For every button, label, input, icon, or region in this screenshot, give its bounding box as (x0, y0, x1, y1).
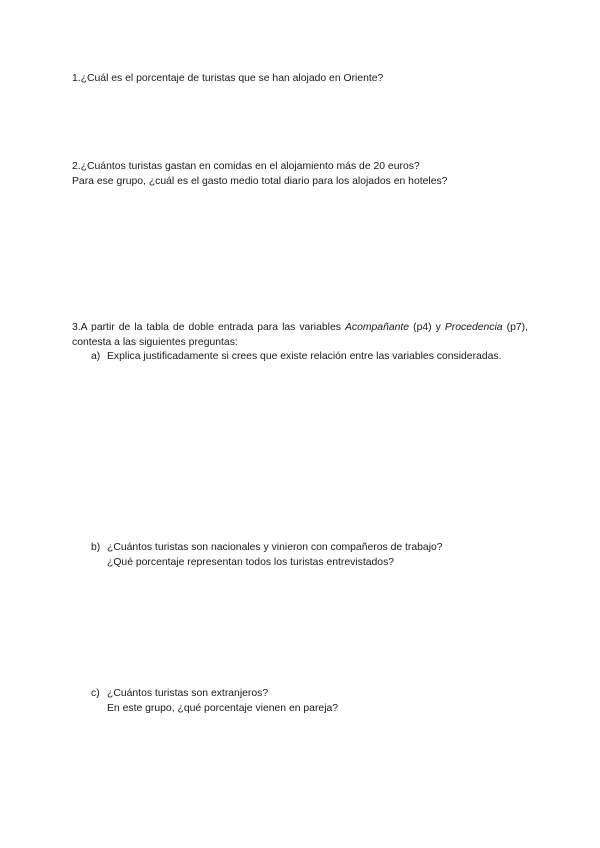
variable-procedencia: Procedencia (444, 322, 503, 333)
question-3c-label: c) (91, 688, 100, 699)
question-1-text: 1.¿Cuál es el porcentaje de turistas que se han alojado en Oriente? (72, 73, 384, 84)
question-2 (72, 160, 528, 189)
question-3-intro-c: (p7), contesta a las siguientes preguntas: (72, 322, 528, 348)
question-2-line-1: 2.¿Cuántos turistas gastan en comidas en el alojamiento más de 20 euros? (72, 161, 420, 172)
question-3-intro-a: 3.A partir de la tabla de doble entrada para las variables (72, 322, 345, 333)
question-3b-label: b) (91, 542, 101, 553)
question-3a-label: a) (91, 351, 101, 362)
question-3b (91, 541, 528, 570)
question-3a-text: Explica justificadamente si crees que existe relación entre las variables consideradas. (107, 351, 502, 362)
question-2-line-2: Para ese grupo, ¿cuál es el gasto medio total diario para los alojados en hoteles? (72, 175, 448, 187)
question-3a (91, 350, 528, 365)
question-3b-line-1: ¿Cuántos turistas son nacionales y vinieron con compañeros de trabajo? (107, 542, 443, 553)
variable-acompanante: Acompañante (344, 322, 410, 333)
question-3c-line-2: En este grupo, ¿qué porcentaje vienen en pareja? (107, 702, 339, 714)
question-3b-line-2: ¿Qué porcentaje representan todos los turistas entrevistados? (107, 556, 395, 568)
question-3c-line-1: ¿Cuántos turistas son extranjeros? (107, 688, 269, 699)
question-3-intro-b: (p4) y (409, 322, 445, 333)
question-3-intro (72, 321, 528, 350)
question-3c (91, 687, 528, 716)
question-1 (72, 72, 528, 87)
